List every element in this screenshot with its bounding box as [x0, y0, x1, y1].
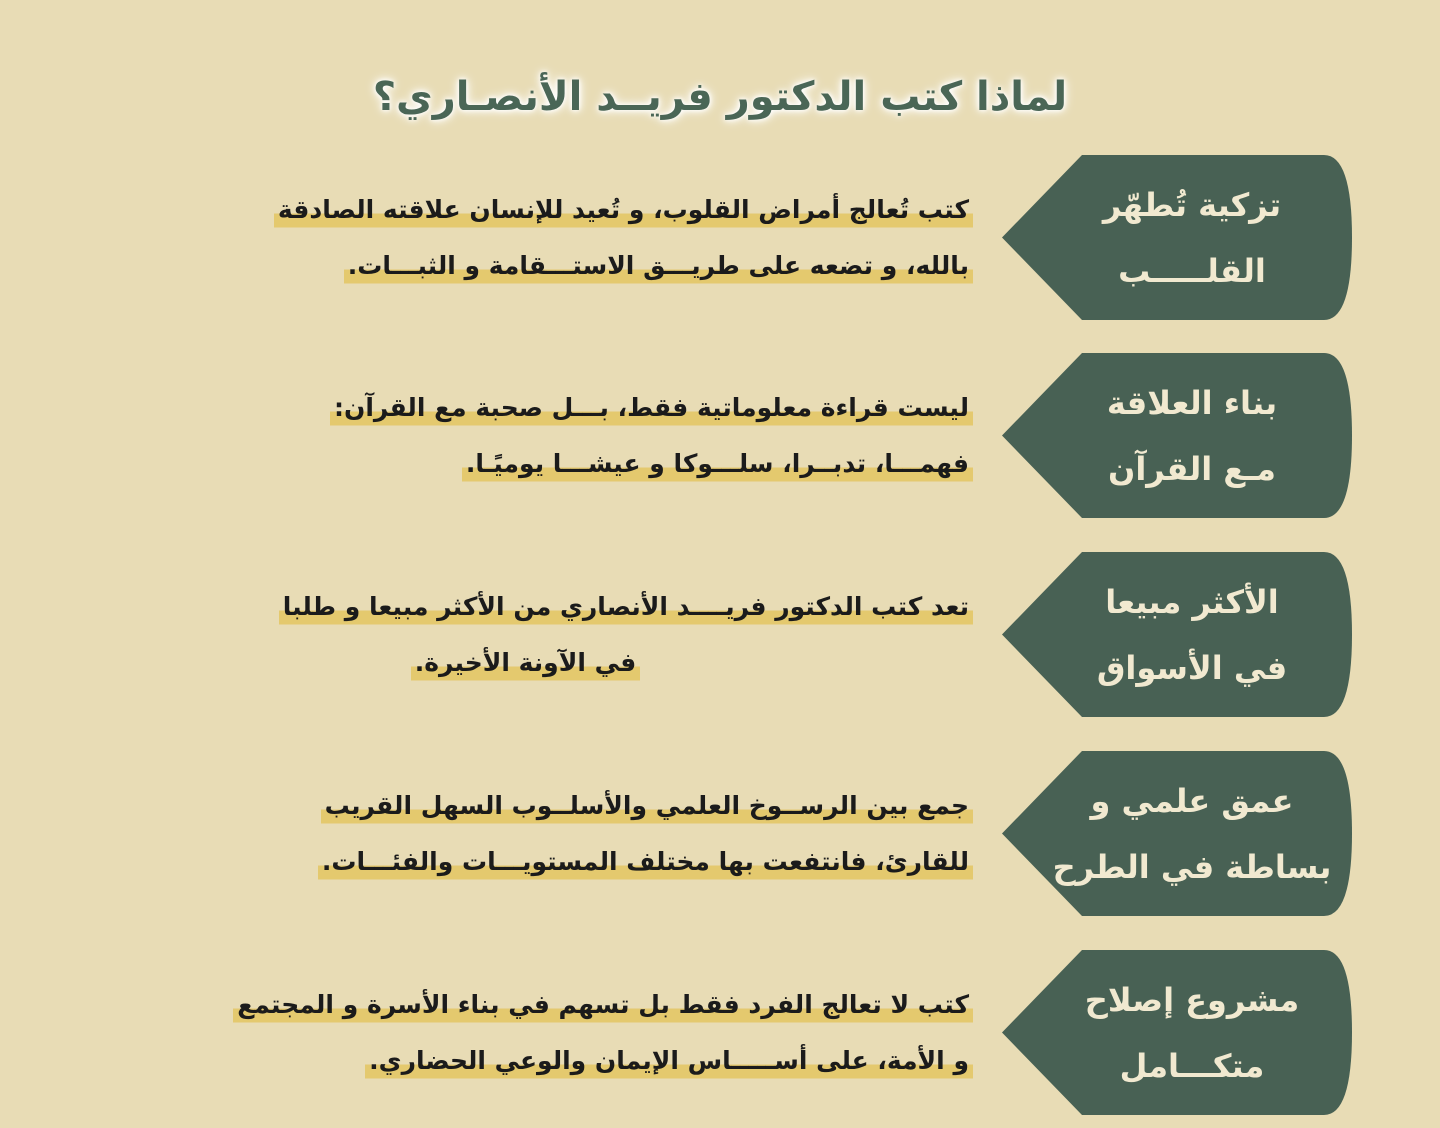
- tag-shape: [1002, 751, 1352, 916]
- description: [78, 155, 973, 320]
- tag-line: بساطة في الطرح: [1052, 847, 1332, 886]
- description-line: تعد كتب الدكتور فريــــد الأنصاري من الأكثر مبيعا و طلبا: [279, 585, 973, 629]
- tag-line: مشروع إصلاح: [1084, 980, 1300, 1019]
- tag-line: عمق علمي و: [1090, 781, 1294, 820]
- list-item: [0, 353, 1440, 518]
- tag-line: بناء العلاقة: [1106, 383, 1278, 422]
- description-line: بالله، و تضعه على طريـــق الاستـــقامة و الثبـــات.: [344, 244, 973, 288]
- description-line: فهمـــا، تدبــرا، سلـــوكا و عيشـــا يوميًـا.: [462, 442, 973, 486]
- description: [78, 950, 973, 1115]
- list-item: [0, 751, 1440, 916]
- tag-line: القلـــــب: [1118, 251, 1266, 290]
- tag-line: متكـــامل: [1119, 1046, 1265, 1085]
- tag-shape: [1002, 950, 1352, 1115]
- tag-label: [1043, 172, 1311, 304]
- tag-line: مـع القرآن: [1108, 449, 1276, 488]
- description-line: و الأمة، على أســـــاس الإيمان والوعي الحضاري.: [365, 1039, 973, 1083]
- tag-shape: [1002, 155, 1352, 320]
- description-line: في الآونة الأخيرة.: [411, 641, 641, 685]
- description-line: كتب لا تعالج الفرد فقط بل تسهم في بناء الأسرة و المجتمع: [233, 983, 973, 1027]
- description-line: جمع بين الرســوخ العلمي والأسلــوب السهل القريب: [321, 784, 973, 828]
- tag-line: تزكية تُطهّر: [1102, 185, 1282, 224]
- tag-label: [1025, 967, 1329, 1099]
- tag-shape: [1002, 552, 1352, 717]
- tag-label: [1047, 370, 1307, 502]
- tag-shape: [1002, 353, 1352, 518]
- description: [78, 751, 973, 916]
- list-item: [0, 552, 1440, 717]
- list-item: [0, 155, 1440, 320]
- tag-line: في الأسواق: [1096, 648, 1288, 687]
- description-line: ليست قراءة معلوماتية فقط، بـــل صحبة مع القرآن:: [330, 386, 973, 430]
- tag-label: [1037, 569, 1317, 701]
- description: [78, 552, 973, 717]
- page-title: لماذا كتب الدكتور فريــد الأنصـاري؟: [372, 74, 1068, 120]
- tag-label: [993, 768, 1362, 900]
- description-line: للقارئ، فانتفعت بها مختلف المستويـــات والفئـــات.: [318, 840, 973, 884]
- list-item: [0, 950, 1440, 1115]
- description-line: كتب تُعالج أمراض القلوب، و تُعيد للإنسان علاقته الصادقة: [274, 188, 973, 232]
- description: [78, 353, 973, 518]
- tag-line: الأكثر مبيعا: [1105, 582, 1279, 621]
